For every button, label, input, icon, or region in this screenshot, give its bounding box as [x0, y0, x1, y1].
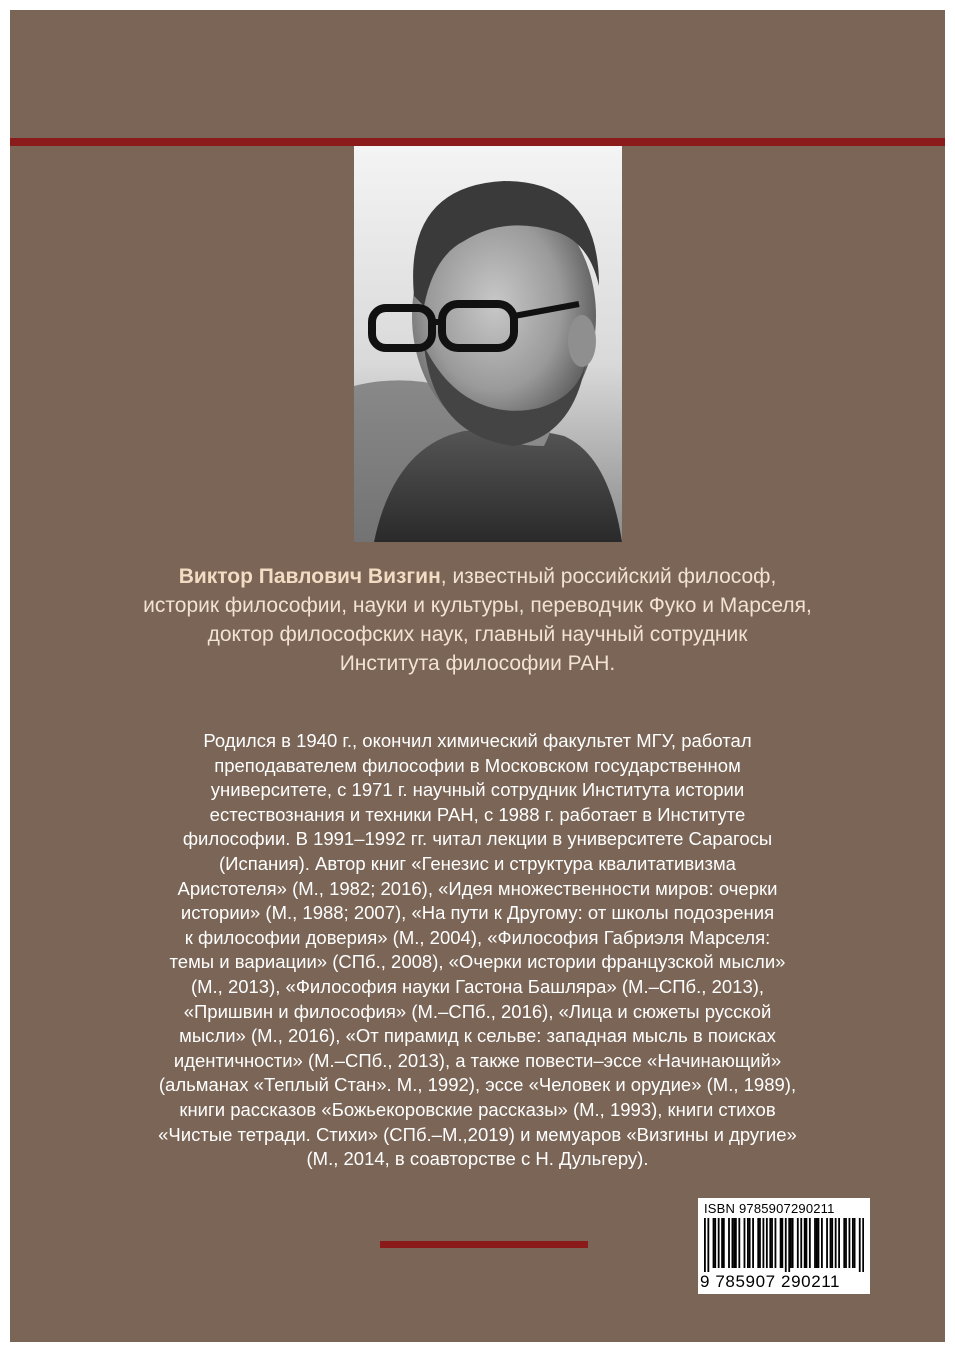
barcode-bar [830, 1218, 832, 1268]
barcode-bar [747, 1218, 749, 1268]
bio-line: «Пришвин и философия» (М.–СПб., 2016), «Лица и сюжеты русской [183, 1000, 772, 1022]
barcode-bar [780, 1218, 782, 1268]
barcode-bar [723, 1218, 725, 1268]
isbn-barcode [698, 1198, 870, 1294]
barcode-bar [762, 1218, 764, 1268]
bio-line: темы и вариации» (СПб., 2008), «Очерки истории французской мысли» [169, 951, 786, 973]
barcode-bar [845, 1218, 847, 1268]
barcode-bar [838, 1218, 840, 1268]
barcode-bar [721, 1218, 723, 1268]
bio-line: (М., 2013), «Философия науки Гастона Башляра» (М.–СПб., 2013), [190, 975, 765, 997]
top-divider [10, 138, 945, 146]
barcode-bar [714, 1218, 716, 1268]
barcode-bar [744, 1218, 746, 1268]
barcode-bar [797, 1218, 799, 1268]
barcode-bar [749, 1218, 751, 1268]
bio-line: книги рассказов «Божьекоровские рассказы» (М., 1993), книги стихов [179, 1098, 776, 1120]
barcode-bar [816, 1218, 818, 1268]
barcode-bar [862, 1218, 864, 1272]
bio-line: (Испания). Автор книг «Генезис и структура квалитативизма [219, 852, 736, 874]
barcode-bar [854, 1218, 856, 1268]
bio-line: Родился в 1940 г., окончил химический факультет МГУ, работал [203, 730, 752, 751]
barcode-bar [859, 1218, 861, 1272]
bio-line: идентичности» (М.–СПб., 2013), а также повести–эссе «Начинающий» [173, 1049, 782, 1071]
barcode-bar [826, 1218, 828, 1268]
portrait-illustration [354, 146, 622, 542]
isbn-label: ISBN 9785907290211 [704, 1201, 835, 1216]
barcode-bar [775, 1218, 777, 1268]
barcode-bar [766, 1218, 768, 1268]
author-headline [50, 562, 905, 678]
headline-line-2: историк философии, науки и культуры, переводчик Фуко и Марселя, [143, 594, 812, 617]
barcode-bar [806, 1218, 808, 1268]
bio-line: преподавателем философии в Московском государственном [214, 754, 741, 776]
barcode-bar [821, 1218, 823, 1268]
headline-line-1 [50, 562, 905, 591]
ean-digits: 9 785907 290211 [700, 1272, 841, 1291]
barcode-bar [735, 1218, 737, 1268]
bio-line: (альманах «Теплый Стан». М., 1992), эссе «Человек и орудие» (М., 1989), [158, 1074, 797, 1096]
barcode-bar [771, 1218, 773, 1268]
bio-line: мысли» (М., 2016), «От пирамид к сельве: западная мысль в поисках [179, 1025, 776, 1047]
barcode-bar [814, 1218, 816, 1268]
barcode-bar [733, 1218, 735, 1268]
barcode-bar [713, 1218, 715, 1268]
headline-line-4: Института философии РАН. [339, 652, 616, 675]
author-portrait [354, 146, 622, 542]
bio-line: университете, с 1971 г. научный сотрудник Института истории [210, 779, 745, 801]
back-cover [10, 10, 945, 1342]
author-name: Виктор Павлович Визгин [178, 565, 441, 588]
barcode-bar [835, 1218, 837, 1268]
barcode-bar [707, 1218, 709, 1272]
barcode-bar [818, 1218, 820, 1268]
barcode-bar [843, 1218, 845, 1268]
barcode-bar [757, 1218, 759, 1268]
bio-line: естествознания и техники РАН, с 1988 г. работает в Институте [209, 803, 746, 825]
barcode-bar [759, 1218, 761, 1268]
barcode-bar [781, 1218, 783, 1268]
barcode-bar [704, 1218, 706, 1272]
barcode-bar [788, 1218, 790, 1272]
barcode-bar [785, 1218, 787, 1272]
bio-line: «Чистые тетради. Стихи» (СПб.–М.,2019) и мемуаров «Визгины и другие» [158, 1123, 797, 1145]
bio-line: к философии доверия» (М., 2004), «Философия Габриэля Марселя: [184, 926, 771, 948]
bio-line: философии. В 1991–1992 гг. читал лекции в университете Сарагосы [182, 828, 773, 850]
author-biography [50, 729, 905, 1172]
barcode-bar [728, 1218, 730, 1268]
barcode-bars [704, 1218, 864, 1272]
bio-line: истории» (М., 1988; 2007), «На пути к Другому: от школы подозрения [180, 902, 775, 924]
barcode-bar [852, 1218, 854, 1268]
barcode-bar [831, 1218, 833, 1268]
barcode-bar [792, 1218, 794, 1268]
barcode-bar [790, 1218, 792, 1268]
barcode-bar [718, 1218, 720, 1268]
headline-line-1-text: , известный российский философ, [440, 565, 777, 588]
barcode-bar [849, 1218, 851, 1268]
barcode-bar [752, 1218, 754, 1268]
barcode-bar [732, 1218, 734, 1268]
barcode-bar [804, 1218, 806, 1268]
barcode-bar [809, 1218, 811, 1268]
barcode-bar [738, 1218, 740, 1268]
barcode-bar [800, 1218, 802, 1268]
bio-line: Аристотеля» (М., 1982; 2016), «Идея множественности миров: очерки [177, 877, 778, 899]
barcode-bar [769, 1218, 771, 1268]
headline-line-3: доктор философских наук, главный научный сотрудник [207, 623, 748, 646]
bio-line: (М., 2014, в соавторстве с Н. Дульгеру). [306, 1148, 649, 1170]
bottom-divider [380, 1241, 588, 1248]
